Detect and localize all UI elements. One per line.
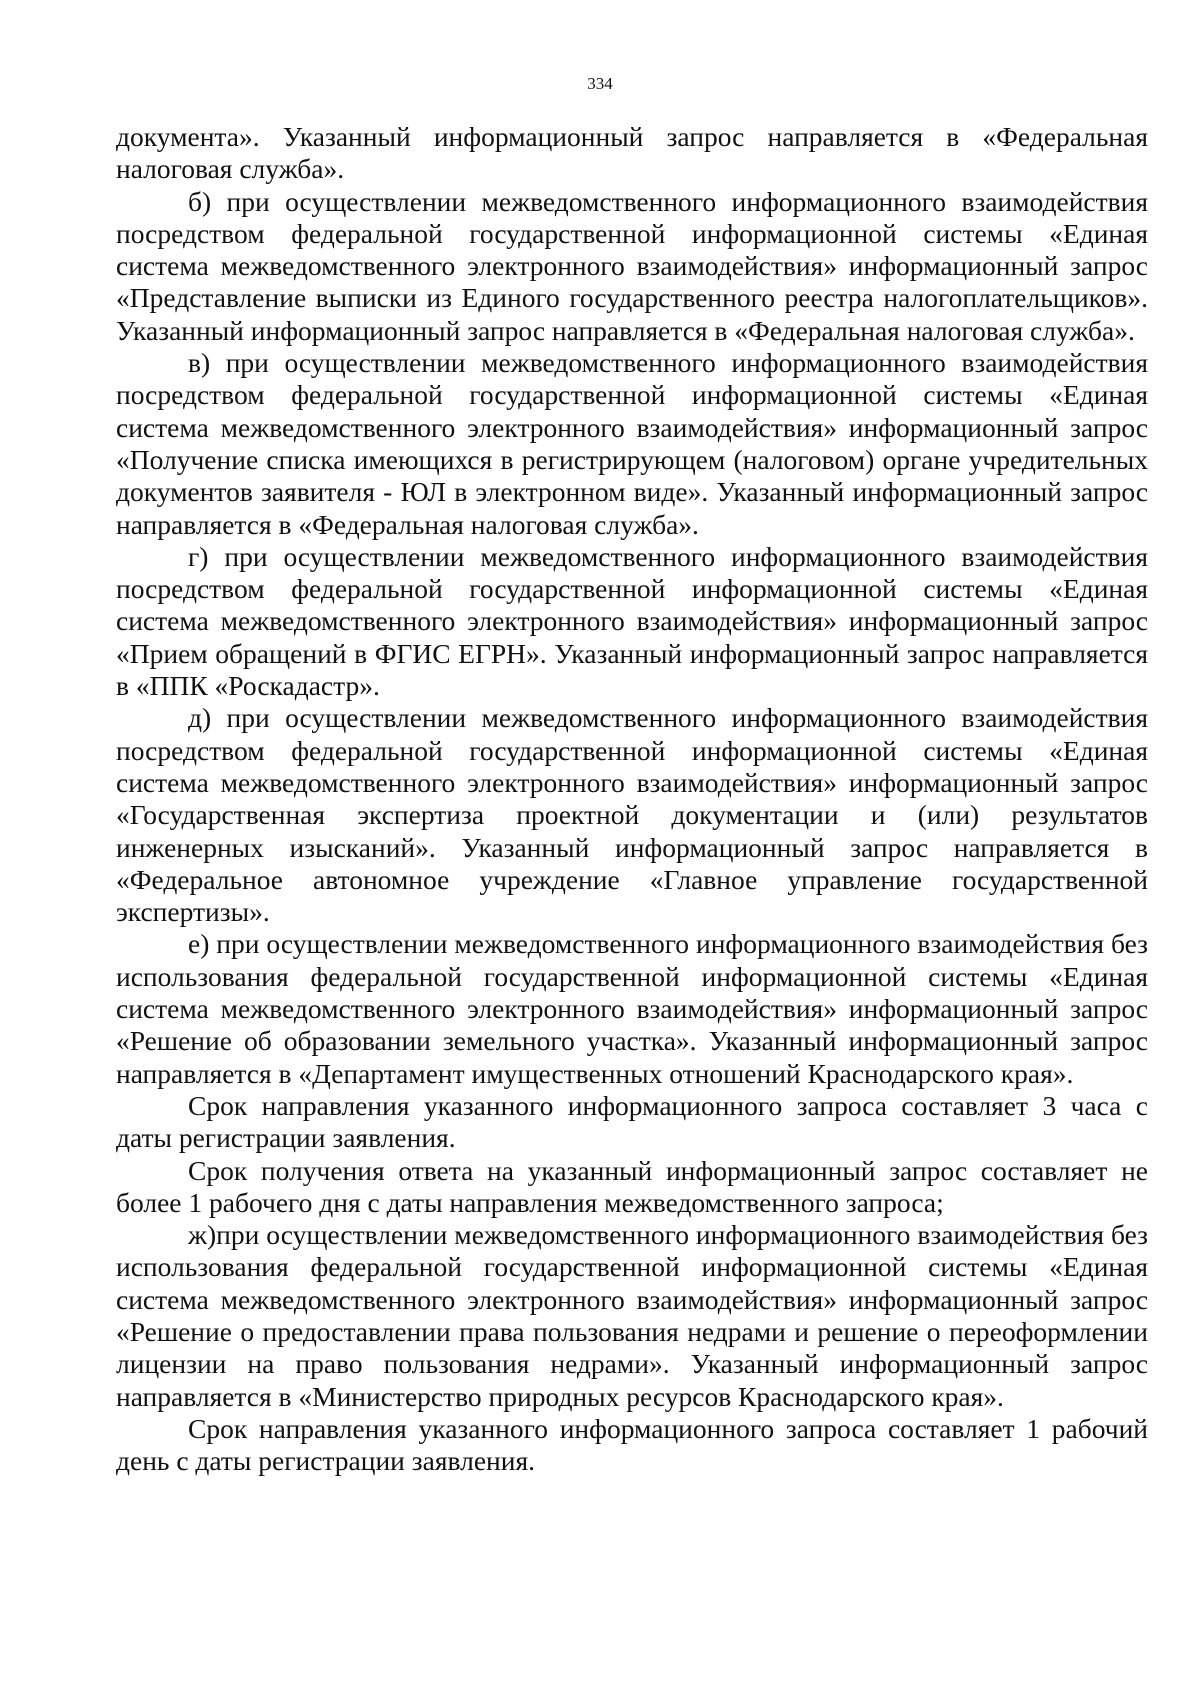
- paragraph-continuation: документа». Указанный информационный запрос направляется в «Федеральная налоговая служба».: [116, 121, 1148, 185]
- page-number: 334: [587, 74, 613, 93]
- paragraph-request-deadline: Срок направления указанного информационного запроса составляет 3 часа с даты регистрации заявления.: [116, 1089, 1148, 1154]
- paragraph-item-b: б) при осуществлении межведомственного информационного взаимодействия посредством федеральной государственной информационной системы «Единая система межведомственного электронного взаимодействия» информационный запрос «Представление выписки из Единого государственного реестра налогоплательщиков». Указанный информационный запрос направляется в «Федеральная налоговая служба».: [116, 185, 1148, 346]
- paragraph-item-v: в) при осуществлении межведомственного информационного взаимодействия посредством федеральной государственной информационной системы «Единая система межведомственного электронного взаимодействия» информационный запрос «Получение списка имеющихся в регистрирующем (налоговом) органе учредительных документов заявителя - ЮЛ в электронном виде». Указанный информационный запрос направляется в «Федеральная налоговая служба».: [116, 347, 1148, 540]
- paragraph-item-e: е) при осуществлении межведомственного информационного взаимодействия без использования федеральной государственной информационной системы «Единая система межведомственного электронного взаимодействия» информационный запрос «Решение об образовании земельного участка». Указанный информационный запрос направляется в «Департамент имущественных отношений Краснодарского края».: [116, 928, 1148, 1089]
- paragraph-item-g: г) при осуществлении межведомственного информационного взаимодействия посредством федеральной государственной информационной системы «Единая система межведомственного электронного взаимодействия» информационный запрос «Прием обращений в ФГИС ЕГРН». Указанный информационный запрос направляется в «ППК «Роскадастр».: [116, 540, 1148, 702]
- paragraph-item-zh: ж)при осуществлении межведомственного информационного взаимодействия без использования федеральной государственной информационной системы «Единая система межведомственного электронного взаимодействия» информационный запрос «Решение о предоставлении права пользования недрами и решение о переоформлении лицензии на право пользования недрами». Указанный информационный запрос направляется в «Министерство природных ресурсов Краснодарского края».: [116, 1219, 1148, 1412]
- paragraph-request-deadline-2: Срок направления указанного информационного запроса составляет 1 рабочий день с даты регистрации заявления.: [116, 1412, 1148, 1477]
- paragraph-response-deadline: Срок получения ответа на указанный информационный запрос составляет не более 1 рабочего дня с даты направления межведомственного запроса;: [116, 1154, 1148, 1218]
- paragraph-item-d: д) при осуществлении межведомственного информационного взаимодействия посредством федеральной государственной информационной системы «Единая система межведомственного электронного взаимодействия» информационный запрос «Государственная экспертиза проектной документации и (или) результатов инженерных изысканий». Указанный информационный запрос направляется в «Федеральное автономное учреждение «Главное управление государственной экспертизы».: [116, 702, 1148, 928]
- document-body: [116, 121, 1148, 1477]
